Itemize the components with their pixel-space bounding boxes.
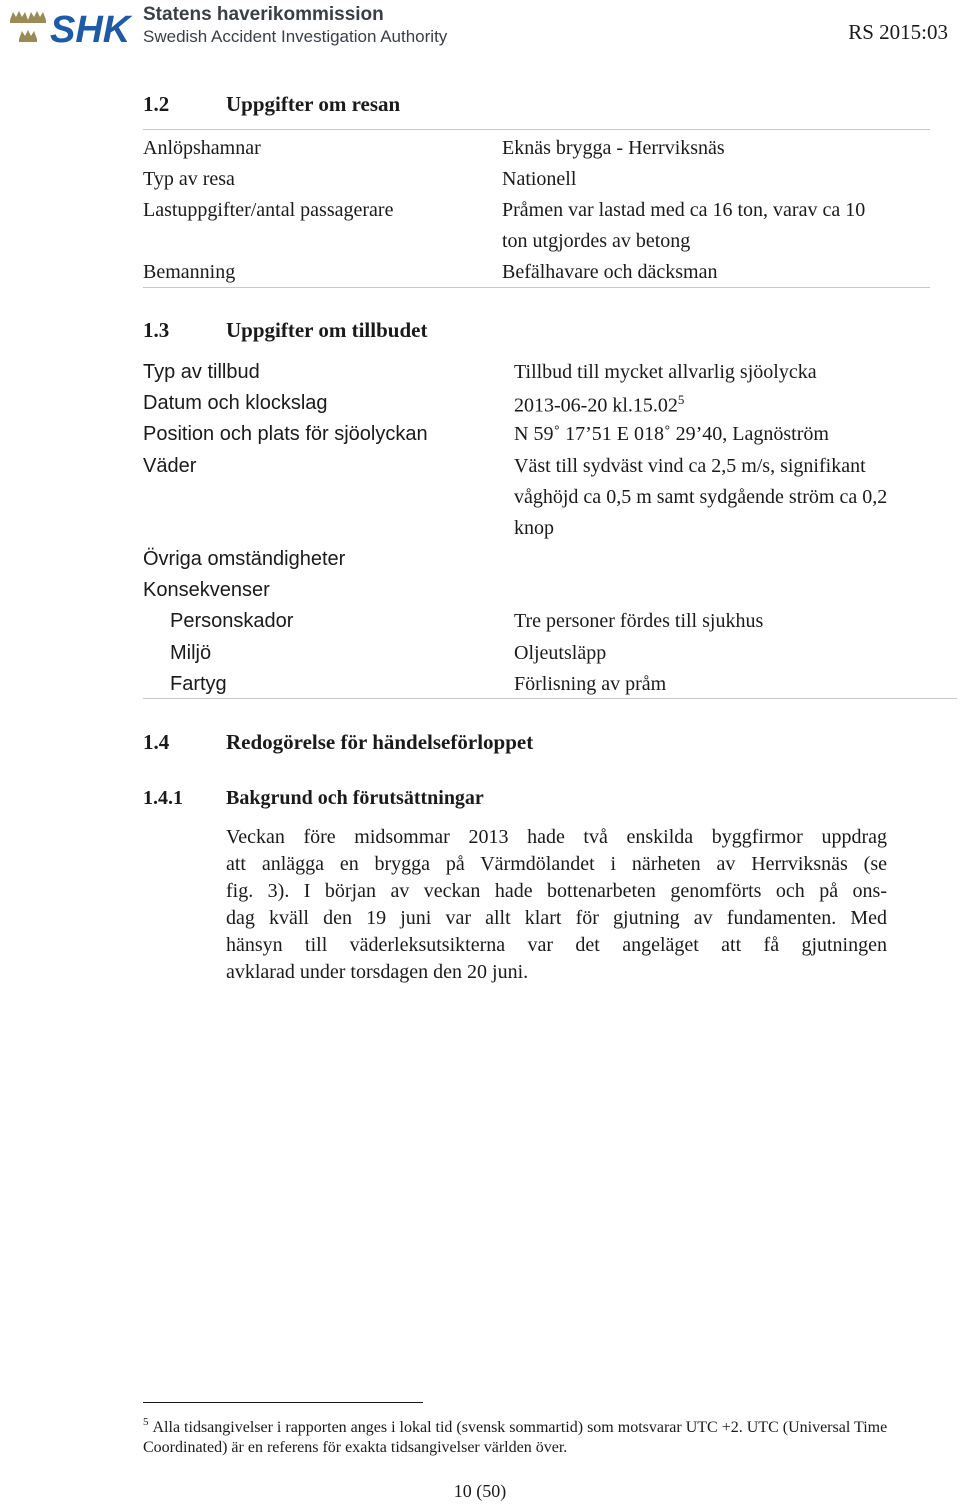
value-personskador: Tre personer fördes till sjukhus <box>514 610 764 632</box>
label-typ-av-tillbud: Typ av tillbud <box>143 361 260 383</box>
label-fartyg: Fartyg <box>170 673 227 695</box>
paragraph-line: avklarad under torsdagen den 20 juni. <box>226 961 529 983</box>
value-anlopshamnar: Eknäs brygga - Herrviksnäs <box>502 137 725 159</box>
paragraph-line: att anlägga en brygga på Värmdölandet i närheten av Herrviksnäs (se <box>226 853 887 875</box>
label-ovriga-omstandigheter: Övriga omständigheter <box>143 548 346 570</box>
label-konsekvenser: Konsekvenser <box>143 579 270 601</box>
section-1-4-number: 1.4 <box>143 730 170 754</box>
divider <box>143 129 930 130</box>
paragraph-line: Veckan före midsommar 2013 hade två enskilda byggfirmor uppdrag <box>226 826 887 848</box>
section-1-4-title: Redogörelse för händelseförloppet <box>226 730 534 754</box>
footnote-number: 5 <box>143 1416 149 1428</box>
org-name-en: Swedish Accident Investigation Authority <box>143 27 448 46</box>
paragraph-line: dag kväll den 19 juni var allt klart för gjutning av fundamenten. Med <box>226 907 887 929</box>
value-bemanning: Befälhavare och däcksman <box>502 261 718 283</box>
label-datum: Datum och klockslag <box>143 392 328 414</box>
label-anlopshamnar: Anlöpshamnar <box>143 137 261 159</box>
org-name-sv: Statens haverikommission <box>143 4 384 25</box>
divider <box>143 287 930 288</box>
value-datum: 2013-06-20 kl.15.02$^5$ <box>514 392 685 417</box>
body-paragraph <box>226 824 887 986</box>
value-miljo: Oljeutsläpp <box>514 642 607 664</box>
label-personskador: Personskador <box>170 610 294 632</box>
footnote <box>143 1412 888 1458</box>
value-position: N 59˚ 17’51 E 018˚ 29’40, Lagnöström <box>514 423 829 445</box>
value-lastuppgifter-cont: ton utgjordes av betong <box>502 230 691 252</box>
page-number: 10 (50) <box>453 1481 507 1501</box>
value-vader: Väst till sydväst vind ca 2,5 m/s, signifikant <box>514 455 866 477</box>
shk-logo <box>48 8 140 48</box>
shk-logo-text: SHK <box>50 9 131 48</box>
label-miljo: Miljö <box>170 642 212 664</box>
value-typ-av-resa: Nationell <box>502 168 577 190</box>
section-1-4-1-number: 1.4.1 <box>143 787 183 809</box>
label-typ-av-resa: Typ av resa <box>143 168 235 190</box>
paragraph-line: hänsyn till väderleksutsikterna var det angeläget att få gjutningen <box>226 934 887 956</box>
value-fartyg: Förlisning av pråm <box>514 673 667 695</box>
paragraph-line: fig. 3). I början av veckan hade bottenarbeten genomförts och på ons- <box>226 880 887 902</box>
value-vader-cont: våghöjd ca 0,5 m samt sydgående ström ca 0,2 <box>514 486 888 508</box>
label-bemanning: Bemanning <box>143 261 236 283</box>
value-typ-av-tillbud: Tillbud till mycket allvarlig sjöolycka <box>514 361 817 383</box>
value-lastuppgifter: Pråmen var lastad med ca 16 ton, varav ca 10 <box>502 199 866 221</box>
label-lastuppgifter: Lastuppgifter/antal passagerare <box>143 199 394 221</box>
divider <box>143 698 957 699</box>
label-vader: Väder <box>143 455 197 477</box>
section-1-2-number: 1.2 <box>143 92 170 116</box>
footnote-text: Alla tidsangivelser i rapporten anges i lokal tid (svensk sommartid) som motsvarar UTC +2. UTC (Universal Time Coordinated) är en referens för exakta tidsangivelser världen över. <box>143 1419 888 1456</box>
value-vader-cont2: knop <box>514 517 554 539</box>
label-position: Position och plats för sjöolyckan <box>143 423 428 445</box>
section-1-4-1-title: Bakgrund och förutsättningar <box>226 787 484 809</box>
footnote-separator <box>143 1402 423 1403</box>
section-1-3-number: 1.3 <box>143 318 170 342</box>
report-id: RS 2015:03 <box>848 20 948 44</box>
footnote-ref: 5 <box>677 392 685 407</box>
section-1-2-title: Uppgifter om resan <box>226 92 401 116</box>
section-1-3-title: Uppgifter om tillbudet <box>226 318 428 342</box>
crowns-emblem-icon <box>8 6 48 46</box>
